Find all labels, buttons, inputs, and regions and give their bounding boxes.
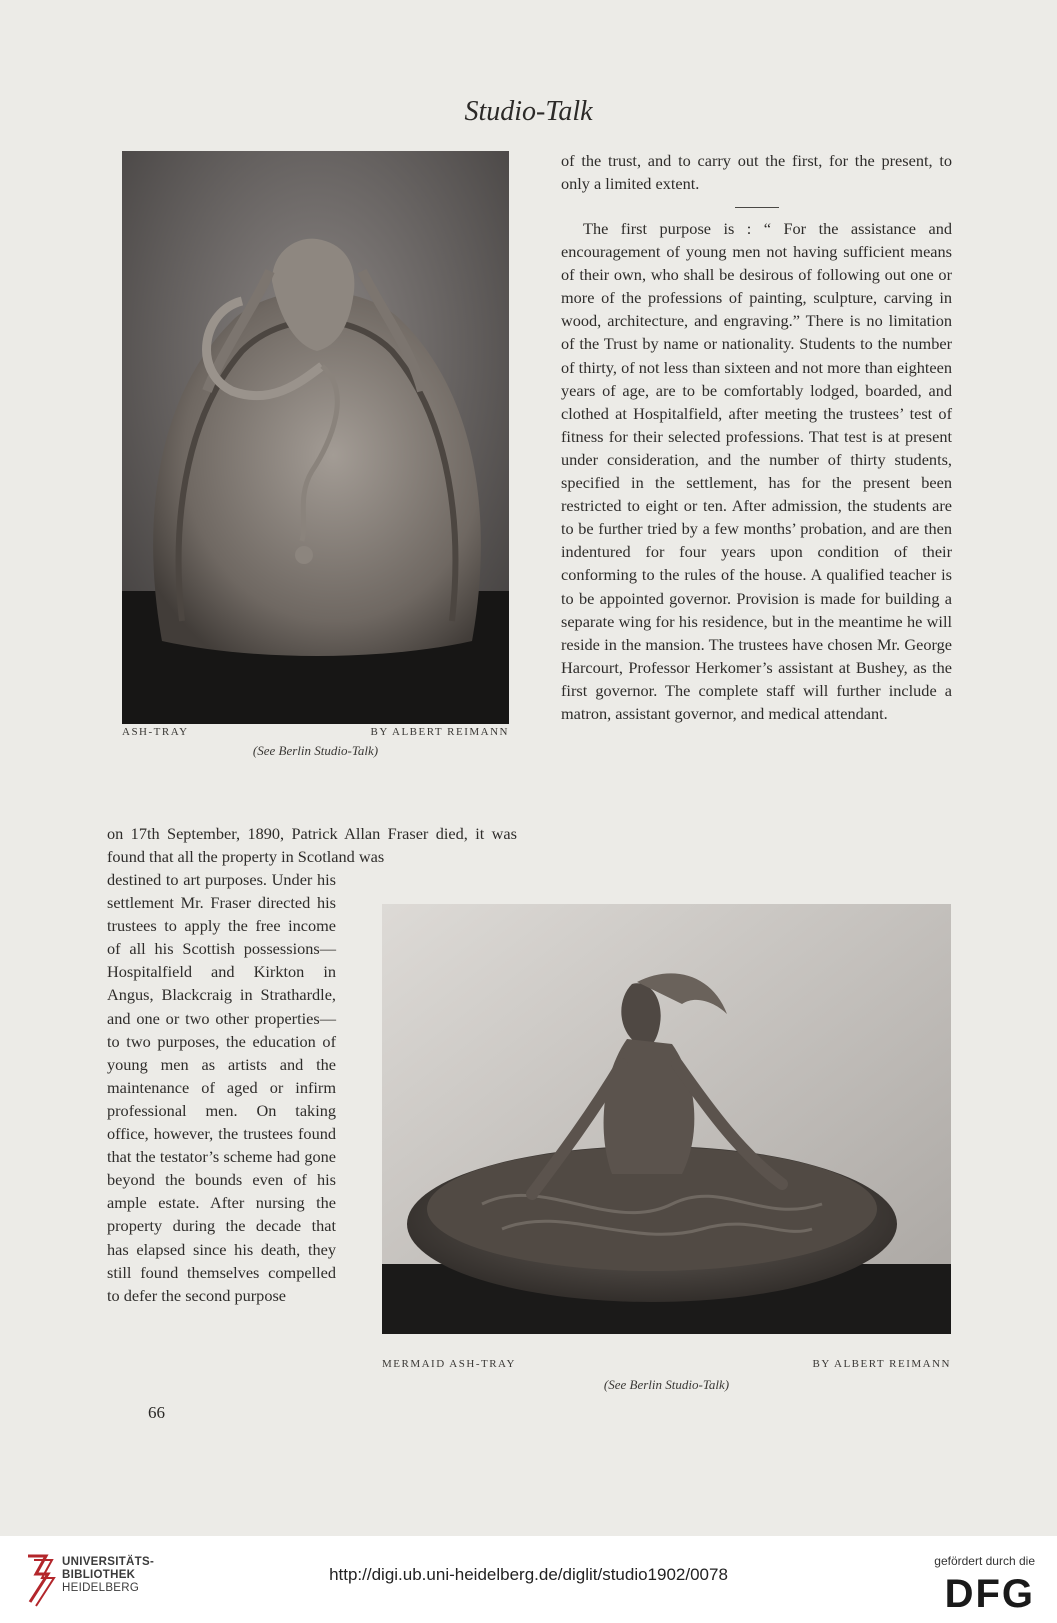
figure2-artist: BY ALBERT REIMANN <box>812 1358 951 1370</box>
dfg-logo: DFG <box>944 1572 1035 1616</box>
left-column-body: destined to art purposes. Under his settlement Mr. Fraser directed his trustees to apply the free income of all his Scottish possessions—Hospitalfield and Kirkton in Angus, Blackcraig in Strathardle, and one or two other properties—to two purposes, the education of young men as artists and the maintenance of aged or infirm professional men. On taking office, however, the trustees found that the testator’s scheme had gone beyond the bounds even of his ample estate. After nursing the property during the decade that has elapsed since his death, they still found themselves compelled to defer the second purpose <box>107 870 336 1305</box>
figure1-source: (See Berlin Studio-Talk) <box>252 743 379 758</box>
left-column-opening: on 17th September, 1890, Patrick Allan Fraser died, it was found that all the property in Scotland was <box>107 824 517 867</box>
figure1-caption <box>122 726 509 738</box>
library-line-2: BIBLIOTHEK <box>62 1569 136 1581</box>
right-column-paragraph <box>561 217 952 725</box>
section-divider <box>735 207 779 208</box>
source-url-link[interactable]: http://digi.ub.uni-heidelberg.de/diglit/studio1902/0078 <box>329 1565 728 1584</box>
figure2-title: MERMAID ASH-TRAY <box>382 1358 516 1370</box>
right-column-top <box>561 149 952 195</box>
figure2-source: (See Berlin Studio-Talk) <box>603 1377 730 1392</box>
library-line-1: UNIVERSITÄTS- <box>62 1556 155 1568</box>
figure2-caption <box>382 1358 951 1370</box>
footer <box>0 1536 1057 1623</box>
funder-label: gefördert durch die <box>934 1554 1035 1568</box>
page-title: Studio-Talk <box>464 96 593 127</box>
figure1-title: ASH-TRAY <box>122 726 189 738</box>
figure-ash-tray-photo <box>122 151 509 724</box>
page-number: 66 <box>148 1403 165 1422</box>
trust-purpose-paragraph: The first purpose is : “ For the assistance and encouragement of young men not having sufficient means of their own, who shall be desirous of following out one or more of the professions of painting, sculpture, carving in wood, architecture, and engraving.” There is no limitation of the Trust by name or nationality. Students to the number of thirty, of not less than sixteen and not more than eighteen years of age, are to be comfortably lodged, boarded, and clothed at Hospitalfield, after meeting the trustees’ test of fitness for their selected professions. That test is at present under consideration, and the number of thirty students, specified in the settlement, has for the present been restricted to eight or ten. After admission, the students are to be further tried by a few months’ probation, and are then indentured for four years upon condition of their conforming to the rules of the house. A qualified teacher is to be appointed governor. Provision is made for building a separate wing for his residence, but in the meantime he will reside in the mansion. The trustees have chosen Mr. George Harcourt, Professor Herkomer’s assistant at Bushey, as the first governor. The complete staff will further include a matron, assistant governor, and medical attendant. <box>561 219 952 723</box>
figure1-artist: BY ALBERT REIMANN <box>370 726 509 738</box>
library-line-3: HEIDELBERG <box>62 1582 140 1594</box>
figure-mermaid-ash-tray-photo <box>382 904 951 1334</box>
left-column-wide <box>107 822 517 868</box>
left-column-narrow <box>107 868 336 1307</box>
continuation-paragraph: of the trust, and to carry out the first, for the present, to only a limited extent. <box>561 151 952 194</box>
